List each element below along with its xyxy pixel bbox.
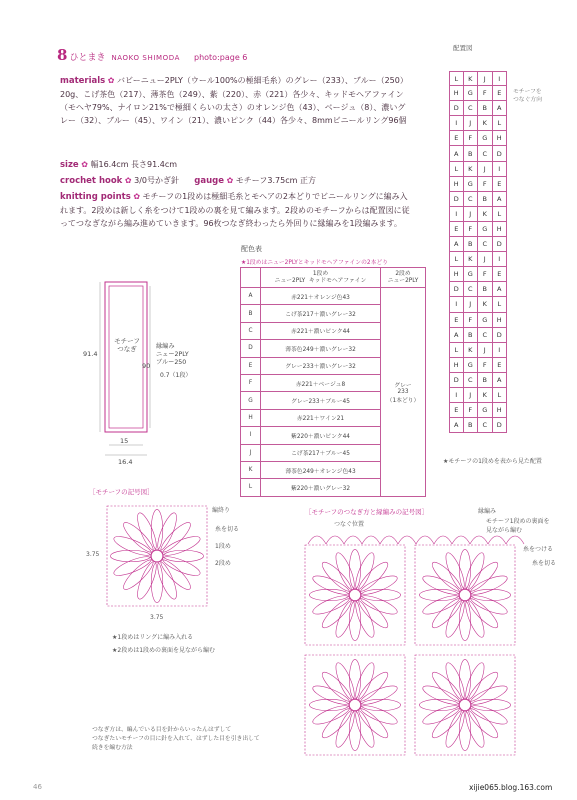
- grid-cell: J: [464, 388, 479, 403]
- blog-url: xijie065.blog.163.com: [469, 783, 553, 792]
- color-value: こげ茶217＋ブルー45: [261, 444, 381, 461]
- author-name: NAOKO SHIMODA: [111, 54, 180, 62]
- color-value: 紫220＋濃いピンク44: [261, 427, 381, 444]
- grid-cell: E: [449, 222, 464, 237]
- grid-cell: L: [493, 297, 508, 312]
- grid-cell: B: [478, 101, 493, 116]
- edge-label: 縁編み ニュー2PLY ブルー250: [156, 343, 189, 366]
- grid-cell: J: [464, 297, 479, 312]
- grid-cell: A: [493, 101, 508, 116]
- grid-cell: C: [464, 192, 479, 207]
- grid-cell: C: [478, 418, 493, 433]
- grid-cell: F: [478, 177, 493, 192]
- color-key: I: [241, 427, 261, 444]
- grid-cell: E: [449, 403, 464, 418]
- grid-note: ★モチーフの1段めを表から見た配置: [443, 458, 542, 465]
- motif-join-label: モチーフ つなぎ: [114, 337, 140, 353]
- grid-cell: H: [449, 358, 464, 373]
- grid-row: [449, 222, 507, 237]
- grid-cell: G: [464, 177, 479, 192]
- color-value: 赤221＋ワイン21: [261, 409, 381, 426]
- grid-row: [449, 388, 507, 403]
- grid-cell: C: [464, 282, 479, 297]
- grid-cell: K: [464, 252, 479, 267]
- grid-cell: C: [478, 237, 493, 252]
- grid-cell: J: [464, 116, 479, 131]
- width-inner: 15: [120, 437, 129, 445]
- join-chart-title: ［モチーフのつなぎ方と縁編みの記号図］: [305, 508, 429, 516]
- grid-row: [449, 116, 507, 131]
- grid-cell: L: [493, 116, 508, 131]
- grid-cell: B: [464, 418, 479, 433]
- grid-row: [449, 282, 507, 297]
- grid-cell: E: [449, 131, 464, 146]
- row2-label: 2段め: [215, 560, 231, 567]
- grid-cell: D: [493, 418, 508, 433]
- grid-cell: F: [464, 313, 479, 328]
- grid-cell: J: [464, 207, 479, 222]
- color-table-head-row1: 1段め ニュー2PLY キッドモヘアファイン: [261, 268, 381, 288]
- grid-cell: D: [493, 237, 508, 252]
- grid-cell: A: [449, 418, 464, 433]
- grid-cell: E: [493, 358, 508, 373]
- color-table-row: [241, 288, 426, 305]
- color-key: A: [241, 288, 261, 305]
- color-table-body: [241, 288, 426, 497]
- color-value: グレー233＋濃いグレー32: [261, 357, 381, 374]
- edge-label-join: 縁編み: [478, 508, 497, 515]
- grid-cell: A: [493, 373, 508, 388]
- points-text: モチーフの1段めは極細毛糸とモヘアの2本どりでビニールリングに編み入れます。2段めは新しく糸をつけて1段めの裏を見て編みます。2段めのモチーフからは配置図に従ってつなぎながら編み進めていきます。96枚つなぎ終わったら外回りに縁編みを1段編みます。: [60, 192, 410, 228]
- grid-row: [449, 192, 507, 207]
- height-inner: 90: [142, 362, 151, 370]
- color-value: 薄茶色249＋オレンジ色43: [261, 461, 381, 478]
- grid-row: [449, 237, 507, 252]
- grid-cell: G: [464, 267, 479, 282]
- grid-cell: A: [449, 237, 464, 252]
- grid-cell: H: [449, 267, 464, 282]
- grid-cell: G: [478, 403, 493, 418]
- grid-cell: L: [449, 252, 464, 267]
- grid-cell: H: [449, 177, 464, 192]
- grid-cell: G: [464, 358, 479, 373]
- color-key: J: [241, 444, 261, 461]
- grid-cell: F: [478, 358, 493, 373]
- color-value: グレー233＋ブルー45: [261, 392, 381, 409]
- grid-cell: B: [478, 192, 493, 207]
- motif-note1: ★1段めはリングに編み入れる: [112, 634, 194, 641]
- grid-cell: K: [478, 207, 493, 222]
- grid-row: [449, 343, 507, 358]
- grid-cell: J: [478, 252, 493, 267]
- grid-cell: L: [449, 343, 464, 358]
- edge-sub-label: 0.7（1段）: [160, 372, 192, 379]
- grid-cell: C: [478, 328, 493, 343]
- pattern-title: ひとまき: [69, 53, 106, 63]
- grid-cell: G: [478, 222, 493, 237]
- size-block: [60, 158, 410, 172]
- motif-chart: [86, 498, 252, 628]
- color-key: B: [241, 305, 261, 322]
- color-value: 赤221＋オレンジ色43: [261, 288, 381, 305]
- gauge-label: gauge: [194, 176, 225, 186]
- grid-cell: D: [449, 192, 464, 207]
- color-value: 赤221＋濃いピンク44: [261, 322, 381, 339]
- grid-row: [449, 252, 507, 267]
- grid-row: [449, 403, 507, 418]
- grid-cell: I: [493, 162, 508, 177]
- grid-cell: G: [464, 86, 479, 101]
- color-key: C: [241, 322, 261, 339]
- grid-row: [449, 373, 507, 388]
- bullet-icon: ✿: [81, 160, 88, 169]
- grid-cell: H: [493, 131, 508, 146]
- hook-block: [60, 174, 410, 188]
- bullet-icon: ✿: [124, 176, 132, 185]
- grid-cell: I: [493, 71, 508, 86]
- grid-cell: E: [493, 267, 508, 282]
- grid-cell: K: [464, 343, 479, 358]
- materials-block: [60, 74, 410, 127]
- height-total: 91.4: [83, 350, 98, 358]
- pattern-header: [57, 46, 247, 62]
- grid-row: [449, 297, 507, 312]
- join-chart: [300, 530, 530, 770]
- grid-cell: H: [449, 86, 464, 101]
- join-chart-svg: [300, 530, 530, 770]
- grid-row: [449, 162, 507, 177]
- gauge-text: モチーフ3.75cm 正方: [235, 176, 316, 185]
- grid-cell: E: [493, 177, 508, 192]
- grid-cell: B: [464, 328, 479, 343]
- join-position-label: つなぐ位置: [334, 521, 365, 528]
- color-key: G: [241, 392, 261, 409]
- color-table-note: ★1段めはニュー2PLYとキッドモヘアファインの2本どり: [241, 260, 388, 266]
- grid-cell: H: [493, 313, 508, 328]
- dimension-diagram: [78, 275, 198, 475]
- bullet-icon: ✿: [133, 192, 141, 201]
- grid-row: [449, 313, 507, 328]
- layout-grid: [449, 71, 507, 433]
- grid-row: [449, 328, 507, 343]
- color-table: [240, 267, 426, 497]
- cut-label-join: 糸を切る: [532, 560, 557, 567]
- join-howto: つなぎ方は、編んでいる目を針からいったんはずして つなぎたいモチーフの目に針を入れて、はずした目を引き出して 続きを編む方法: [92, 727, 260, 751]
- color-table-corner: [241, 268, 261, 288]
- pattern-number: 8: [57, 46, 68, 64]
- grid-cell: L: [493, 207, 508, 222]
- grid-cell: J: [478, 162, 493, 177]
- grid-row: [449, 267, 507, 282]
- grid-cell: E: [449, 313, 464, 328]
- attach-label: 糸をつける: [523, 546, 554, 553]
- color-key: H: [241, 409, 261, 426]
- motif-note2: ★2段めは1段めの裏面を見ながら編む: [112, 647, 216, 654]
- grid-cell: B: [464, 237, 479, 252]
- grid-cell: A: [493, 192, 508, 207]
- grid-cell: C: [464, 373, 479, 388]
- grid-cell: J: [478, 343, 493, 358]
- hook-text: 3/0号かぎ針: [134, 176, 180, 185]
- bullet-icon: ✿: [226, 176, 234, 185]
- grid-row: [449, 207, 507, 222]
- grid-cell: K: [478, 388, 493, 403]
- grid-row: [449, 418, 507, 433]
- grid-cell: F: [464, 222, 479, 237]
- row2-color: グレー 233 （1本どり）: [381, 288, 426, 497]
- grid-cell: F: [464, 403, 479, 418]
- color-value: 薄茶色249＋濃いグレー32: [261, 340, 381, 357]
- color-key: L: [241, 479, 261, 496]
- grid-cell: B: [464, 146, 479, 161]
- grid-cell: D: [449, 282, 464, 297]
- grid-cell: L: [493, 388, 508, 403]
- grid-cell: I: [449, 297, 464, 312]
- color-key: D: [241, 340, 261, 357]
- row1-label: 1段め: [215, 543, 231, 550]
- grid-cell: K: [464, 71, 479, 86]
- edge-note: モチーフ1段めの裏面を 見ながら編む: [486, 518, 550, 534]
- color-table-head-row2: 2段め ニュー2PLY: [381, 268, 426, 288]
- grid-cell: F: [478, 86, 493, 101]
- points-label: knitting points: [60, 192, 131, 202]
- color-key: F: [241, 374, 261, 391]
- grid-cell: C: [478, 146, 493, 161]
- motif-chart-title: ［モチーフの記号図］: [89, 488, 154, 496]
- materials-text: バビーニュー2PLY（ウール100%の極細毛糸）のグレー（233）、ブルー（250）20g、こげ茶色（217）、薄茶色（249）、紫（220）、赤（221）各少々、キッドモヘアファイン（モヘヤ79%、ナイロン21%で極細くらいの太さ）のオレンジ色（43）、ベージュ（8）、濃いグレー（32）、ブルー（45）、ワイン（21）、濃いピンク（44）各少々、8mmビニールリング96個: [60, 76, 408, 125]
- grid-cell: D: [493, 146, 508, 161]
- grid-cell: F: [464, 131, 479, 146]
- grid-cell: K: [478, 116, 493, 131]
- color-key: E: [241, 357, 261, 374]
- grid-cell: E: [493, 86, 508, 101]
- cut-label: 糸を切る: [215, 526, 240, 533]
- grid-cell: D: [449, 101, 464, 116]
- grid-cell: A: [449, 146, 464, 161]
- grid-cell: F: [478, 267, 493, 282]
- color-key: K: [241, 461, 261, 478]
- grid-row: [449, 146, 507, 161]
- grid-cell: J: [478, 71, 493, 86]
- points-block: [60, 190, 410, 230]
- grid-cell: A: [493, 282, 508, 297]
- grid-row: [449, 86, 507, 101]
- materials-label: materials: [60, 76, 106, 86]
- color-value: 紫220＋濃いグレー32: [261, 479, 381, 496]
- grid-cell: A: [449, 328, 464, 343]
- grid-cell: C: [464, 101, 479, 116]
- grid-row: [449, 131, 507, 146]
- width-total: 16.4: [118, 458, 133, 466]
- page-number: 46: [33, 783, 42, 791]
- photo-reference: photo:page 6: [193, 53, 248, 62]
- color-value: 赤221＋ベージュ8: [261, 374, 381, 391]
- size-label: size: [60, 160, 79, 170]
- color-value: こげ茶217＋濃いグレー32: [261, 305, 381, 322]
- grid-cell: I: [449, 207, 464, 222]
- grid-row: [449, 101, 507, 116]
- grid-cell: L: [449, 162, 464, 177]
- grid-cell: I: [493, 252, 508, 267]
- grid-cell: G: [478, 313, 493, 328]
- color-table-title: 配色表: [241, 245, 262, 253]
- grid-row: [449, 358, 507, 373]
- end-label: 編終り: [212, 507, 231, 514]
- grid-row: [449, 177, 507, 192]
- grid-cell: B: [478, 282, 493, 297]
- grid-cell: B: [478, 373, 493, 388]
- hook-label: crochet hook: [60, 176, 123, 186]
- size-text: 幅16.4cm 長さ91.4cm: [90, 160, 178, 169]
- grid-cell: D: [493, 328, 508, 343]
- grid-cell: I: [493, 343, 508, 358]
- grid-cell: I: [449, 388, 464, 403]
- bullet-icon: ✿: [107, 76, 115, 85]
- dim-horizontal: 3.75: [150, 614, 164, 621]
- grid-row: [449, 71, 507, 86]
- grid-cell: D: [449, 373, 464, 388]
- grid-cell: K: [478, 297, 493, 312]
- grid-cell: K: [464, 162, 479, 177]
- grid-cell: L: [449, 71, 464, 86]
- dim-vertical: 3.75: [86, 551, 100, 558]
- grid-cell: H: [493, 403, 508, 418]
- grid-direction-note: モチーフを つなぐ方向: [513, 89, 542, 103]
- grid-cell: I: [449, 116, 464, 131]
- grid-cell: H: [493, 222, 508, 237]
- grid-title: 配置図: [453, 44, 473, 52]
- grid-cell: G: [478, 131, 493, 146]
